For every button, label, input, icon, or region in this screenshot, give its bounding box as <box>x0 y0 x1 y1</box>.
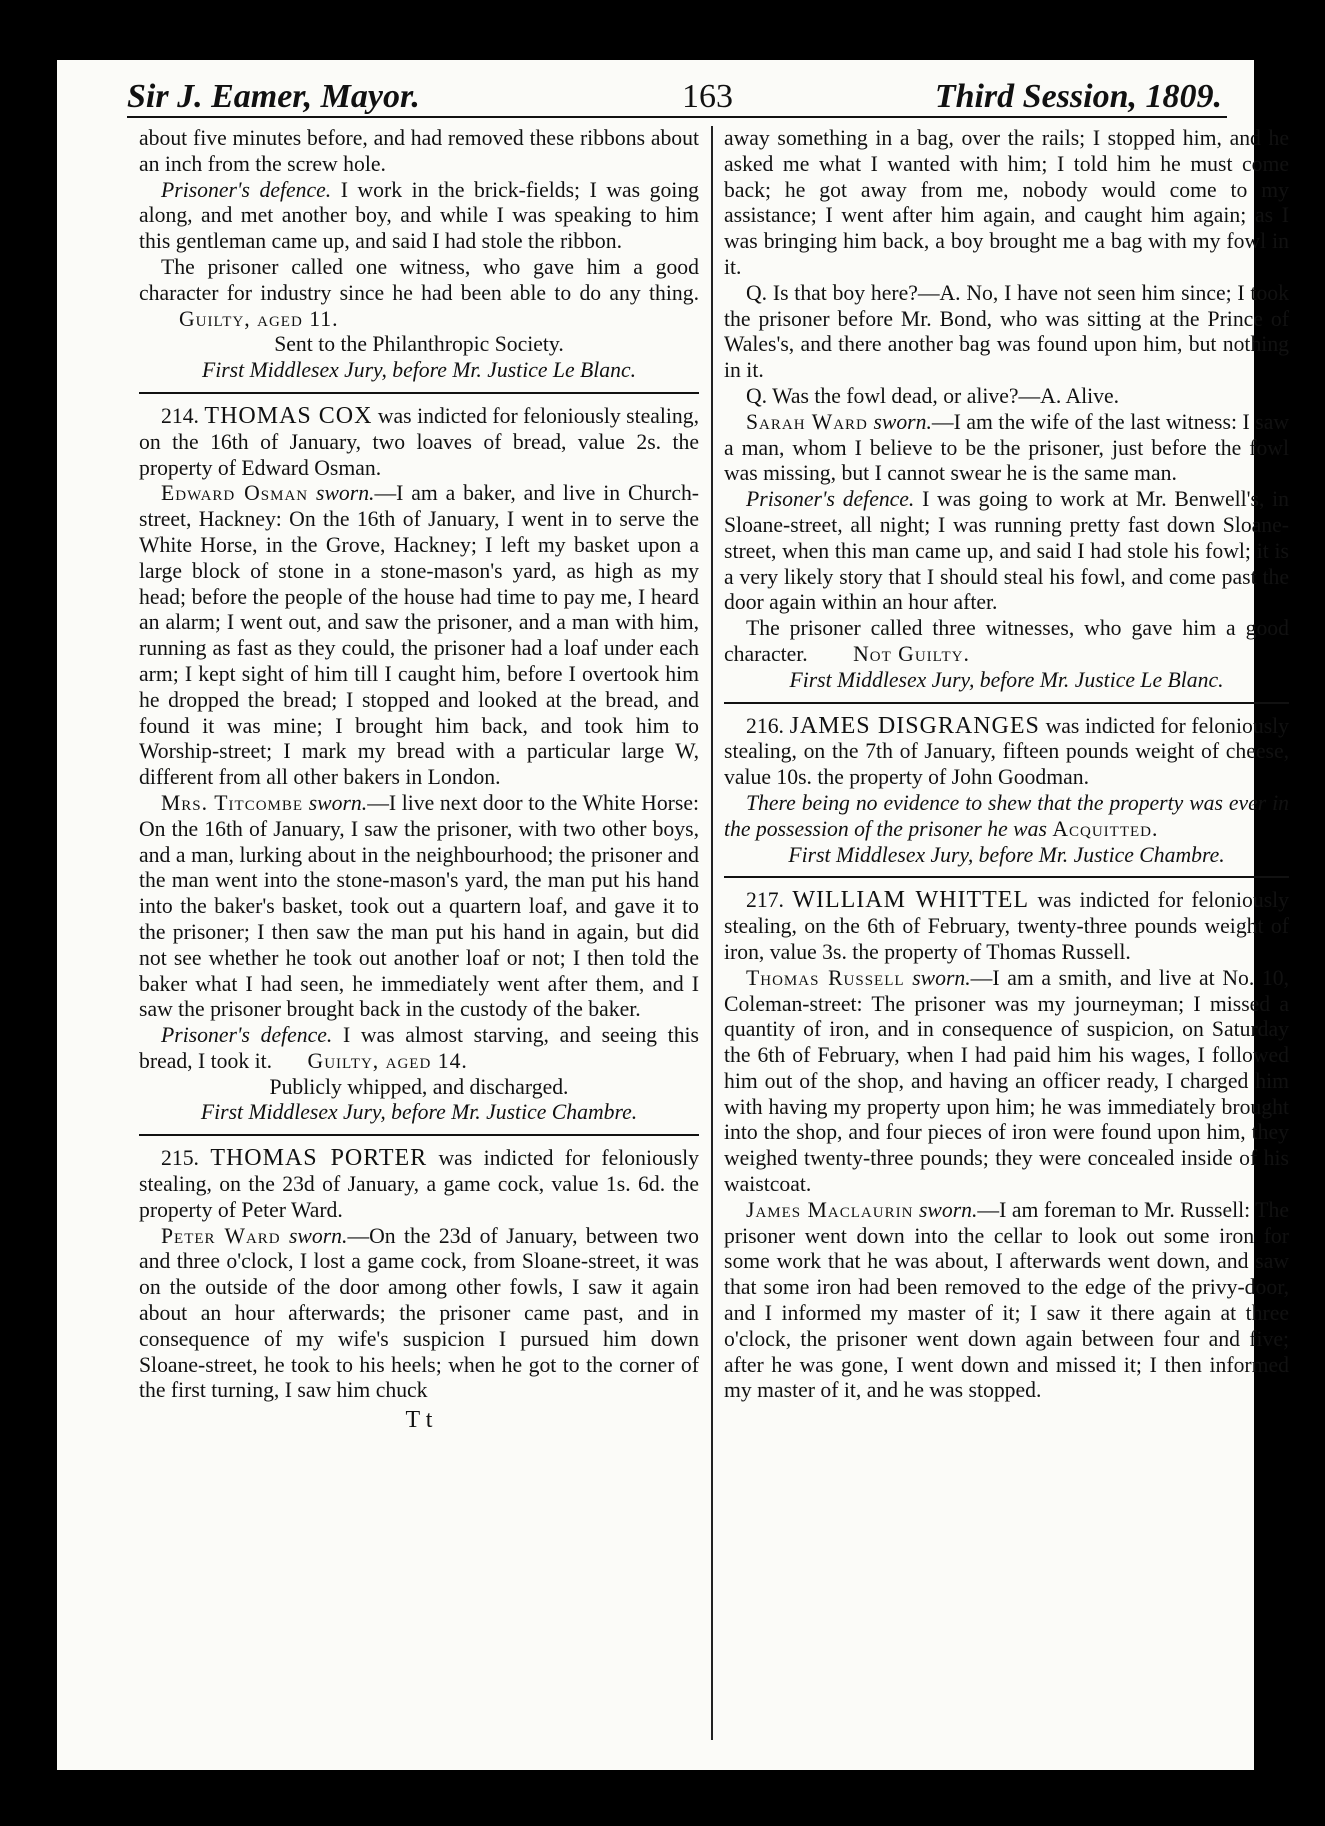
paragraph: away something in a bag, over the rails; I stopped him, and he asked me what I wanted with him; I told him he must come back; he got away from me, nobody would come to my assistance; I went after him again, and caught him again; as I was bringing him back, a boy brought me a bag with my fowl in it. <box>724 126 1289 279</box>
page-number: 163 <box>682 78 733 115</box>
testimony <box>724 966 1289 1198</box>
sworn-label: sworn. <box>918 1197 978 1222</box>
indictment-text: was indicted for feloniously stealing, on the 16th of January, two loaves of bread, value 2s. the property of Edward Osman. <box>139 403 700 480</box>
defence-label: Prisoner's defence. <box>746 487 915 512</box>
defence-paragraph <box>724 487 1289 616</box>
testimony-text: —I am foreman to Mr. Russell: The prisoner went down into the cellar to look out some iron for some work that he was about, I afterwards went down, and saw that some iron had been removed to the edge of the privy-door, and I informed my master of it; I saw it there again at three o'clock, the prisoner went down again between four and five; after he was gone, I went down and missed it; I then informed my master of it, and he was stopped. <box>724 1197 1290 1403</box>
case-number: 216. <box>746 713 784 738</box>
verdict: Guilty, aged 14. <box>307 1048 468 1073</box>
outcome-text: There being no evidence to shew that the property was ever in the possession of the prisoner he was <box>724 790 1289 841</box>
defendant-name: THOMAS COX <box>204 402 373 429</box>
sworn-label: sworn. <box>316 481 375 506</box>
sworn-label: sworn. <box>873 409 932 434</box>
sentence: Publicly whipped, and discharged. <box>269 1074 569 1099</box>
testimony <box>139 481 699 791</box>
character-text: The prisoner called three witnesses, who gave him a good character. <box>724 616 1289 666</box>
witness-name: Mrs. Titcombe <box>161 790 304 815</box>
section-rule <box>724 702 1289 704</box>
case-heading <box>724 888 1289 965</box>
indictment-text: was indicted for feloniously stealing, on the 6th of February, twenty-three pounds weight of iron, value 3s. the property of Thomas Russell. <box>724 888 1290 964</box>
defendant-name: THOMAS PORTER <box>210 1145 428 1172</box>
indictment-text: was indicted for feloniously stealing, on the 23d of January, a game cock, value 1s. 6d. the property of Peter Ward. <box>139 1146 700 1222</box>
case-heading <box>139 1146 699 1223</box>
defence-paragraph <box>139 1023 699 1075</box>
verdict: Guilty, aged 11. <box>179 306 339 331</box>
defence-text: I was going to work at Mr. Benwell's, in Sloane-street, all night; I was running pretty fast down Sloane-street, when this man came up, and said I had stole his fowl; it is a very likely story that I should steal his fowl, and come past the door again within an hour after. <box>724 487 1289 615</box>
case-number: 215. <box>161 1146 199 1171</box>
paragraph <box>139 255 699 332</box>
case-number: 217. <box>746 888 784 913</box>
outcome-paragraph <box>724 791 1289 843</box>
question-answer: Q. Is that boy here?—A. No, I have not seen him since; I took the prisoner before Mr. Bond, who was sitting at the Prince of Wales's, and there another bag was found upon him, but nothing in it. <box>724 280 1289 383</box>
sworn-label: sworn. <box>288 1223 348 1248</box>
jury-line: First Middlesex Jury, before Mr. Justice Le Blanc. <box>201 358 637 383</box>
defence-paragraph <box>139 178 699 255</box>
column-divider <box>711 126 713 1740</box>
sentence: Sent to the Philanthropic Society. <box>274 332 564 357</box>
defendant-name: JAMES DISGRANGES <box>789 712 1040 739</box>
paragraph <box>724 616 1289 668</box>
witness-name: Sarah Ward <box>746 409 868 434</box>
section-rule <box>139 1134 699 1136</box>
testimony-text: —I am a baker, and live in Church-street, Hackney: On the 16th of January, I went in to serve the White Horse, in the Grove, Hackney; I left my basket upon a large block of stone in a stone-mason's yard, as high as my head; before the people of the house had time to pay me, I heard an alarm; I went out, and saw the prisoner, and a man with him, running as fast as they could, the prisoner had a loaf under each arm; I kept sight of him till I caught him, before I overtook him he dropped the bread; I stopped and looked at the bread, and found it was mine; I brought him back, and took him to Worship-street; I mark my bread with a particular large W, different from all other bakers in London. <box>139 481 700 790</box>
verdict: Acquitted. <box>1052 816 1159 841</box>
sworn-label: sworn. <box>912 965 971 990</box>
paragraph: about five minutes before, and had removed these ribbons about an inch from the screw hole. <box>139 126 699 176</box>
verdict: Not Guilty. <box>853 641 970 666</box>
testimony <box>724 410 1289 487</box>
testimony <box>724 1198 1289 1404</box>
case-heading <box>724 714 1289 791</box>
testimony-text: —I am the wife of the last witness: I saw a man, whom I believe to be the prisoner, just before the fowl was missing, but I cannot swear he is the same man. <box>724 409 1290 486</box>
testimony-text: —I am a smith, and live at No. 10, Coleman-street: The prisoner was my journeyman; I missed a quantity of iron, and in consequence of suspicion, on Saturday the 6th of February, when I had paid him his wages, I followed him out of the shop, and having an officer ready, I charged him with having my property upon him; he was immediately brought into the shop, and four pieces of iron were found upon him, they weighed twenty-three pounds; they were concealed inside of his waistcoat. <box>724 965 1290 1197</box>
section-rule <box>139 392 699 394</box>
testimony-text: —On the 23d of January, between two and three o'clock, I lost a game cock, from Sloane-street, it was on the outside of the door among other fowls, I saw it again about an hour afterwards; the prisoner came past, and in consequence of my wife's suspicion I pursued him down Sloane-street, he took to his heels; when he got to the corner of the first turning, I saw him chuck <box>139 1223 699 1403</box>
page-header <box>127 72 1247 122</box>
header-mayor: Sir J. Eamer, Mayor. <box>127 78 420 115</box>
header-rule <box>127 116 1227 118</box>
right-column <box>724 126 1289 1740</box>
testimony <box>139 1224 699 1405</box>
witness-name: Thomas Russell <box>746 965 905 990</box>
section-rule <box>724 876 1289 878</box>
defence-text: I work in the brick-fields; I was going along, and met another boy, and while I was speaking to him this gentleman came up, and said I had stole the ribbon. <box>139 177 700 254</box>
case-heading <box>139 404 699 481</box>
question-answer: Q. Was the fowl dead, or alive?—A. Alive. <box>746 383 1120 408</box>
jury-line: First Middlesex Jury, before Mr. Justice Chambre. <box>200 1100 638 1125</box>
testimony-text: —I live next door to the White Horse: On the 16th of January, I saw the prisoner, with two other boys, and a man, lurking about in the neighbourhood; the prisoner and the man went into the stone-mason's yard, the man put his hand into the baker's basket, took out a quartern loaf, and gave it to the prisoner; I then saw the man put his hand in again, but did not see whether he took out another loaf or not; I then told the baker what I had seen, he immediately went after them, and I saw the prisoner brought back in the custody of the baker. <box>139 790 700 1022</box>
defence-label: Prisoner's defence. <box>161 1023 333 1048</box>
case-number: 214. <box>161 403 199 428</box>
defence-label: Prisoner's defence. <box>161 177 332 202</box>
sworn-label: sworn. <box>308 790 368 815</box>
indictment-text: was indicted for feloniously stealing, on the 7th of January, fifteen pounds weight of cheese, value 10s. the property of John Goodman. <box>724 713 1290 790</box>
defence-text: I was almost starving, and seeing this bread, I took it. <box>139 1023 699 1073</box>
witness-name: Edward Osman <box>161 481 309 506</box>
document-page <box>57 60 1290 1770</box>
testimony <box>139 791 699 1023</box>
jury-line: First Middlesex Jury, before Mr. Justice Le Blanc. <box>789 667 1224 692</box>
witness-name: James Maclaurin <box>746 1197 914 1222</box>
signature-mark: T t <box>405 1407 433 1434</box>
character-text: The prisoner called one witness, who gave him a good character for industry since he had been able to do any thing. <box>139 254 699 305</box>
header-session: Third Session, 1809. <box>934 78 1222 115</box>
jury-line: First Middlesex Jury, before Mr. Justice Chambre. <box>788 842 1225 867</box>
left-column <box>139 126 699 1740</box>
defendant-name: WILLIAM WHITTEL <box>792 887 1030 914</box>
witness-name: Peter Ward <box>161 1223 281 1248</box>
